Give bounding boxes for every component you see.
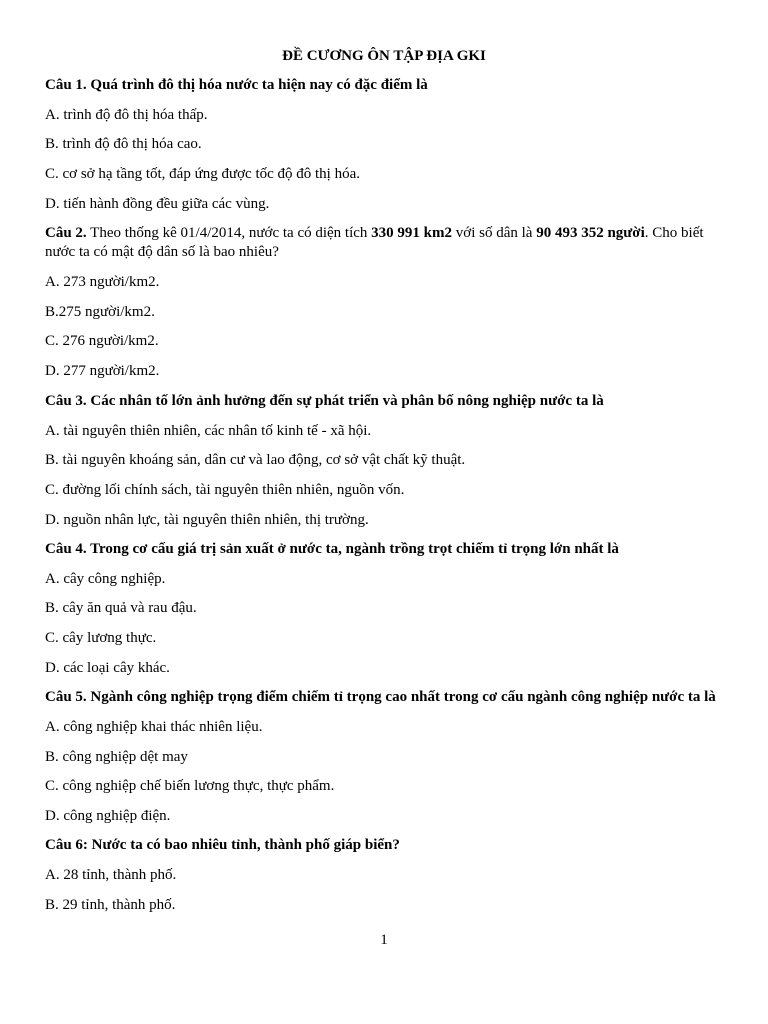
q1-option-c: C. cơ sở hạ tầng tốt, đáp ứng được tốc độ đô thị hóa. xyxy=(45,166,361,182)
q4-option-a: A. cây công nghiệp. xyxy=(45,571,166,587)
q3-option-a: A. tài nguyên thiên nhiên, các nhân tố kinh tế - xã hội. xyxy=(45,423,372,439)
q2-option-b: B.275 người/km2. xyxy=(45,304,155,320)
page-number: 1 xyxy=(380,932,388,948)
q2-option-a: A. 273 người/km2. xyxy=(45,274,160,290)
q5-option-b: B. công nghiệp dệt may xyxy=(45,749,188,765)
q5-option-d: D. công nghiệp điện. xyxy=(45,808,171,824)
q3-option-c: C. đường lối chính sách, tài nguyên thiên nhiên, nguồn vốn. xyxy=(45,482,405,498)
q1-option-a: A. trình độ đô thị hóa thấp. xyxy=(45,107,208,123)
q5-option-c: C. công nghiệp chế biến lương thực, thực phẩm. xyxy=(45,778,335,794)
q2-text-3: . Cho biết nước ta có mật độ dân số là bao nhiêu? xyxy=(45,225,704,260)
q6-option-a: A. 28 tỉnh, thành phố. xyxy=(45,867,177,883)
q1-option-b: B. trình độ đô thị hóa cao. xyxy=(45,136,202,152)
q2-population: 90 493 352 người xyxy=(536,225,645,241)
q5-option-a: A. công nghiệp khai thác nhiên liệu. xyxy=(45,719,263,735)
q4-option-b: B. cây ăn quả và rau đậu. xyxy=(45,600,197,616)
q1-option-d: D. tiến hành đồng đều giữa các vùng. xyxy=(45,196,270,212)
q3-option-b: B. tài nguyên khoáng sản, dân cư và lao động, cơ sở vật chất kỹ thuật. xyxy=(45,452,466,468)
question-3: Câu 3. Các nhân tố lớn ảnh hưởng đến sự phát triển và phân bố nông nghiệp nước ta là xyxy=(45,393,604,409)
q2-area: 330 991 km2 xyxy=(371,225,453,241)
q4-option-c: C. cây lương thực. xyxy=(45,630,157,646)
question-2 xyxy=(45,224,725,262)
question-6: Câu 6: Nước ta có bao nhiêu tỉnh, thành phố giáp biển? xyxy=(45,837,400,853)
q2-text-2: với số dân là xyxy=(452,225,537,241)
q6-option-b: B. 29 tỉnh, thành phố. xyxy=(45,897,176,913)
q2-option-c: C. 276 người/km2. xyxy=(45,333,159,349)
document-title: ĐỀ CƯƠNG ÔN TẬP ĐỊA GKI xyxy=(282,48,486,64)
q4-option-d: D. các loại cây khác. xyxy=(45,660,170,676)
question-5: Câu 5. Ngành công nghiệp trọng điểm chiếm tỉ trọng cao nhất trong cơ cấu ngành công nghiệp nước ta là xyxy=(45,689,716,705)
q2-option-d: D. 277 người/km2. xyxy=(45,363,160,379)
q2-text-1: Theo thống kê 01/4/2014, nước ta có diện tích xyxy=(86,225,372,241)
q2-label: Câu 2. xyxy=(45,225,87,241)
question-1: Câu 1. Quá trình đô thị hóa nước ta hiện nay có đặc điểm là xyxy=(45,77,428,93)
question-4: Câu 4. Trong cơ cấu giá trị sản xuất ở nước ta, ngành trồng trọt chiếm tỉ trọng lớn nhất là xyxy=(45,541,619,557)
q3-option-d: D. nguồn nhân lực, tài nguyên thiên nhiên, thị trường. xyxy=(45,512,369,528)
